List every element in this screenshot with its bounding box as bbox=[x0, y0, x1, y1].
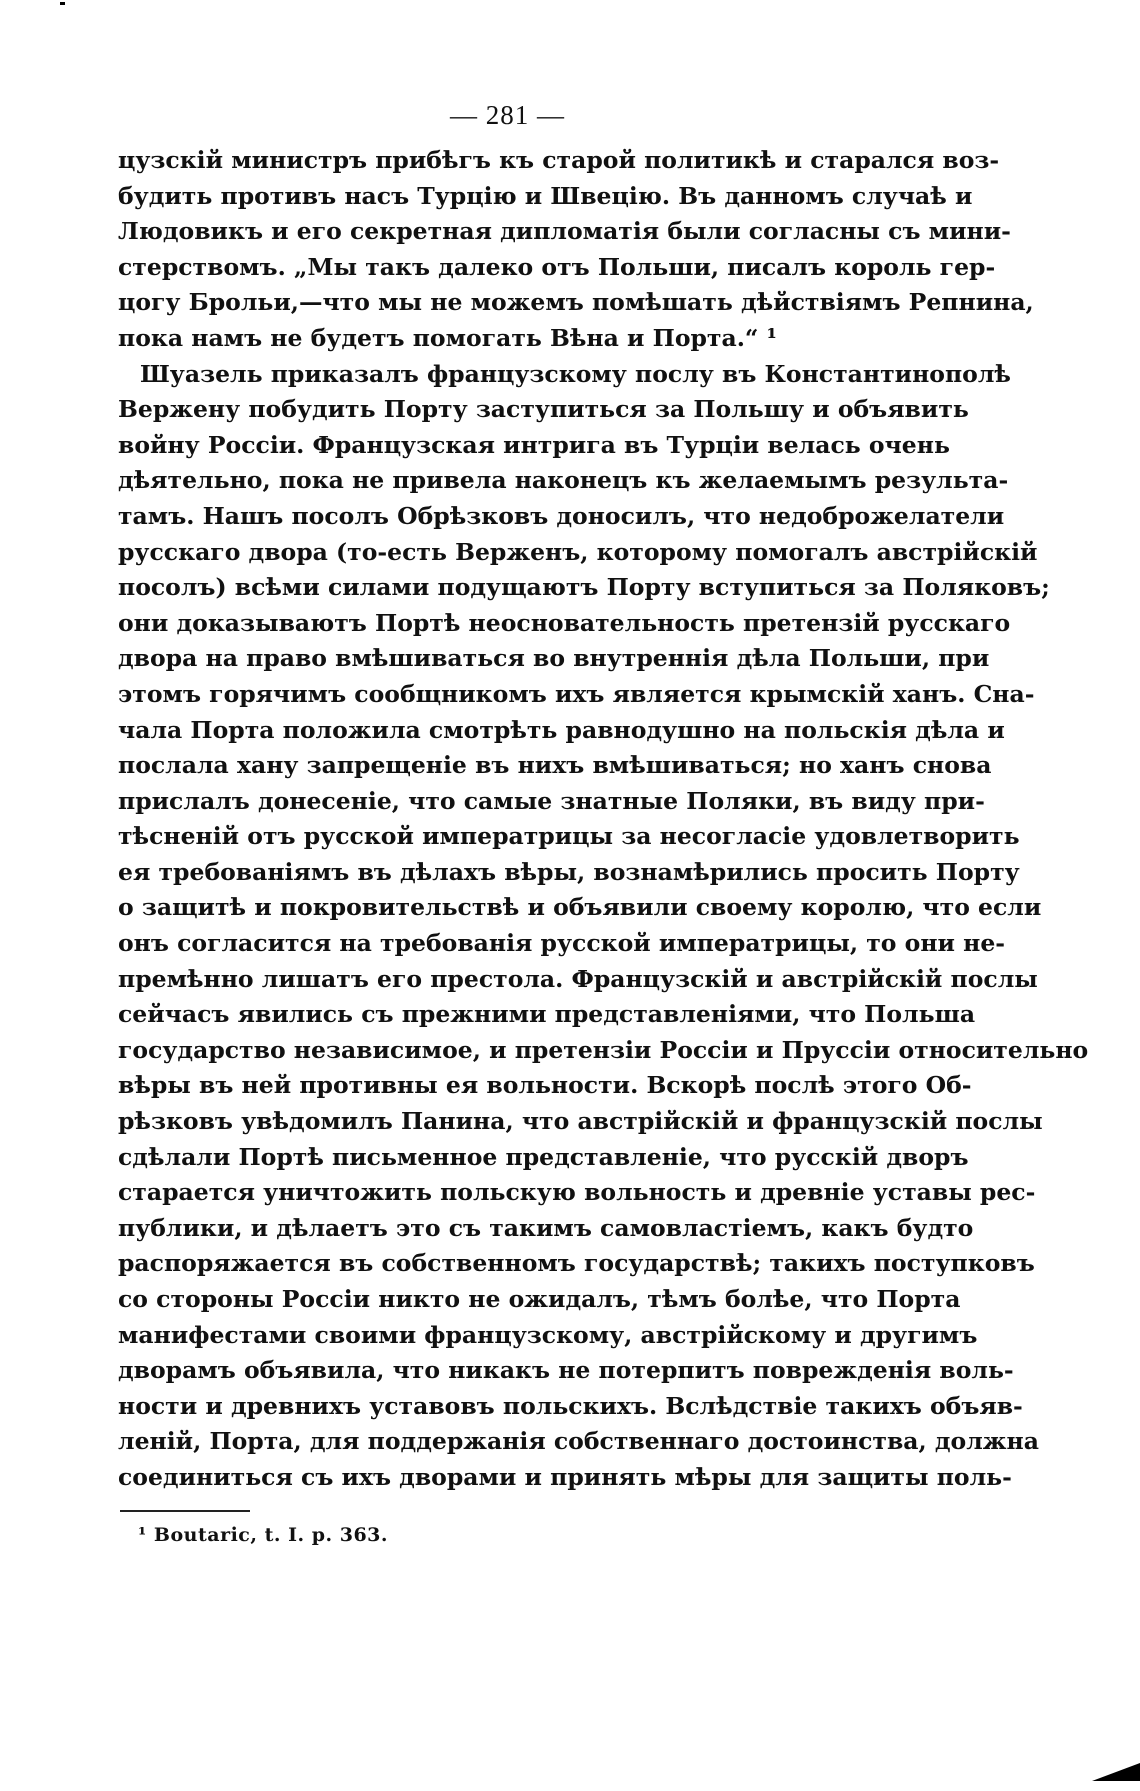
text-line: сдѣлали Портѣ письменное представленіе, что русскій дворъ bbox=[118, 1142, 969, 1171]
text-line: леній, Порта, для поддержанія собственнаго достоинства, должна bbox=[118, 1427, 1039, 1456]
text-line: стерствомъ. „Мы такъ далеко отъ Польши, писалъ король гер- bbox=[118, 252, 996, 281]
text-line: сейчасъ явились съ прежними представленіями, что Польша bbox=[118, 1000, 976, 1029]
scan-artifact bbox=[60, 2, 65, 5]
text-line: соединиться съ ихъ дворами и принять мѣры для защиты поль- bbox=[118, 1462, 1012, 1491]
text-line: старается уничтожить польскую вольность и древніе уставы рес- bbox=[118, 1178, 1036, 1207]
text-line: чала Порта положила смотрѣть равнодушно на польскія дѣла и bbox=[118, 715, 1005, 744]
text-line: послала хану запрещеніе въ нихъ вмѣшиваться; но ханъ снова bbox=[118, 751, 992, 780]
text-line: цузскій министръ прибѣгъ къ старой политикѣ и старался воз- bbox=[118, 146, 1000, 174]
text-line: публики, и дѣлаетъ это съ такимъ самовластіемъ, какъ будто bbox=[118, 1213, 974, 1242]
text-line: государство независимое, и претензіи Россіи и Пруссіи относительно bbox=[118, 1035, 1089, 1064]
page-number: — 281 — bbox=[450, 100, 565, 130]
text-line: двора на право вмѣшиваться во внутреннія дѣла Польши, при bbox=[118, 644, 990, 673]
text-line: цогу Брольи,—что мы не можемъ помѣшать дѣйствіямъ Репнина, bbox=[118, 288, 1034, 317]
text-line: русскаго двора (то-есть Верженъ, которому помогалъ австрійскій bbox=[118, 537, 1038, 566]
text-line: вѣры въ ней противны ея вольности. Вскорѣ послѣ этого Об- bbox=[118, 1071, 972, 1100]
text-line: распоряжается въ собственномъ государствѣ; такихъ поступковъ bbox=[118, 1249, 1035, 1278]
text-line: будить противъ насъ Турцію и Швецію. Въ данномъ случаѣ и bbox=[118, 181, 973, 210]
text-line: они доказываютъ Портѣ неосновательность претензій русскаго bbox=[118, 608, 1011, 637]
text-line: Шуазель приказалъ французскому послу въ Константинополѣ bbox=[140, 359, 1011, 388]
footnote-divider bbox=[120, 1510, 250, 1512]
text-line: посолъ) всѣми силами подущаютъ Порту вступиться за Поляковъ; bbox=[118, 573, 1050, 602]
text-line: этомъ горячимъ сообщникомъ ихъ является крымскій ханъ. Сна- bbox=[118, 679, 1035, 708]
text-line: войну Россіи. Французская интрига въ Турціи велась очень bbox=[118, 430, 950, 459]
text-line: дѣятельно, пока не привела наконецъ къ желаемымъ результа- bbox=[118, 466, 1009, 495]
text-line: о защитѣ и покровительствѣ и объявили своему королю, что если bbox=[118, 893, 1042, 922]
text-line: ности и древнихъ уставовъ польскихъ. Вслѣдствіе такихъ объяв- bbox=[118, 1391, 1023, 1420]
text-line: дворамъ объявила, что никакъ не потерпитъ поврежденія воль- bbox=[118, 1356, 1014, 1385]
text-line: рѣзковъ увѣдомилъ Панина, что австрійскій и французскій послы bbox=[118, 1107, 1043, 1136]
text-line: тѣсненій отъ русской императрицы за несогласіе удовлетворить bbox=[118, 822, 1020, 851]
text-line: премѣнно лишатъ его престола. Французскій и австрійскій послы bbox=[118, 964, 1038, 993]
scan-artifact bbox=[1092, 1763, 1140, 1781]
body-text bbox=[118, 143, 1089, 1496]
text-line: онъ согласится на требованія русской императрицы, то они не- bbox=[118, 929, 1006, 958]
footnote: ¹ Boutaric, t. I. p. 363. bbox=[138, 1524, 389, 1546]
text-line: со стороны Россіи никто не ожидалъ, тѣмъ болѣе, что Порта bbox=[118, 1285, 961, 1313]
text-line: пока намъ не будетъ помогать Вѣна и Порта.“ ¹ bbox=[118, 323, 777, 352]
text-line: тамъ. Нашъ посолъ Обрѣзковъ доносилъ, что недоброжелатели bbox=[118, 501, 1005, 530]
text-line: Вержену побудить Порту заступиться за Польшу и объявить bbox=[118, 395, 969, 424]
text-line: ея требованіямъ въ дѣлахъ вѣры, вознамѣрились просить Порту bbox=[118, 857, 1020, 886]
text-line: Людовикъ и его секретная дипломатія были согласны съ мини- bbox=[118, 217, 1011, 246]
text-line: манифестами своими французскому, австрійскому и другимъ bbox=[118, 1320, 978, 1349]
text-line: прислалъ донесеніе, что самые знатные Поляки, въ виду при- bbox=[118, 786, 985, 815]
